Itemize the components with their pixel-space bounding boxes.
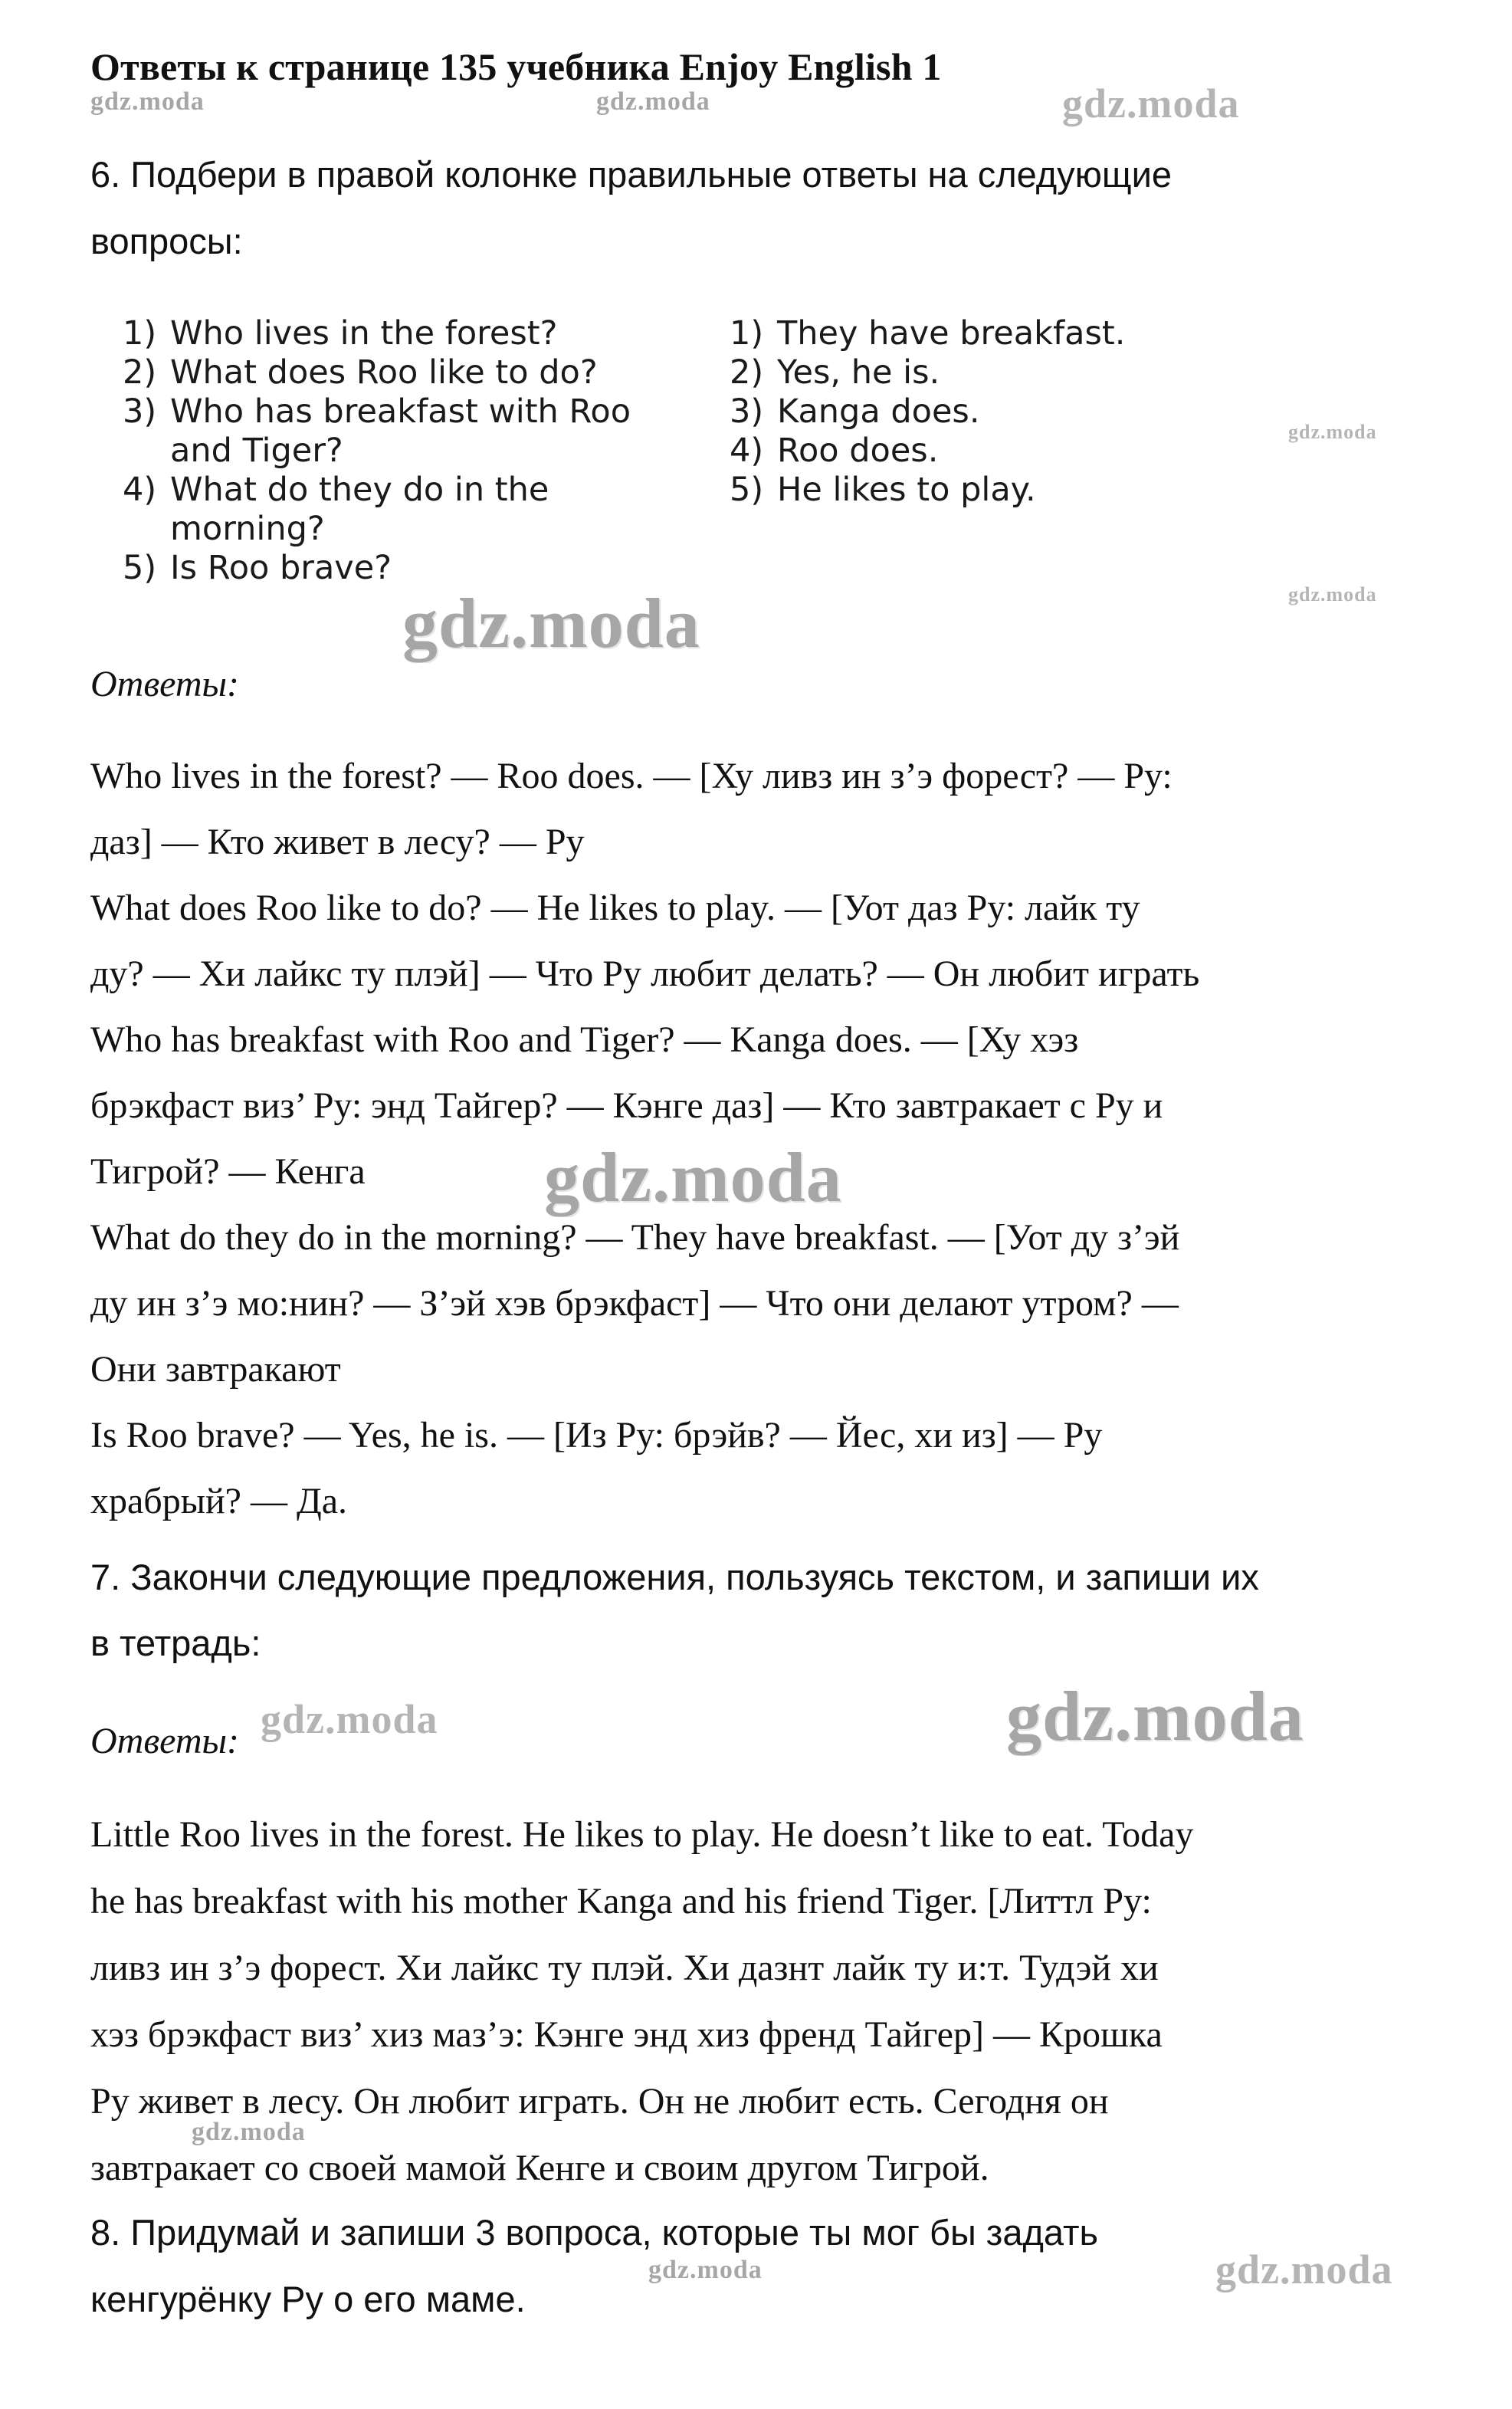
exercise-6-instruction-line-1: 6. Подбери в правой колонке правильные ответы на следующие (90, 154, 1172, 195)
question-item: 5) Is Roo brave? (123, 549, 392, 587)
answer-item: 2) Yes, he is. (730, 353, 940, 392)
question-item: 1) Who lives in the forest? (123, 314, 558, 353)
exercise-8-line-1: 8. Придумай и запиши 3 вопроса, которые ты мог бы задать (90, 2212, 1099, 2253)
watermark: gdz.moda (402, 584, 700, 662)
exercise-7-solution: Little Roo lives in the forest. He likes to play. He doesn’t like to eat. Today he has breakfast with his mother Kanga and his friend Tiger. [Литтл Ру: ливз ин з’э форест. Хи лайкс ту плэй. Хи дазнт лайк ту и:т. Тудэй хи хэз брэкфаст виз’ хиз маз’э: Кэнге энд хиз френд Тайгер] — Крошка Ру живет в лесу. Он любит играть. Он не любит есть. Сегодня он завтракает со своей мамой Кенге и своим другом Тигрой. (90, 1814, 1194, 2188)
watermark: gdz.moda (1215, 2247, 1393, 2292)
watermark: gdz.moda (1288, 421, 1377, 443)
watermark: gdz.moda (261, 1696, 438, 1742)
watermark: gdz.moda (596, 87, 710, 116)
watermark: gdz.moda (1006, 1677, 1304, 1755)
watermark: gdz.moda (1288, 583, 1377, 606)
answer-item: 1) They have breakfast. (730, 314, 1126, 353)
question-item: 2) What does Roo like to do? (123, 353, 598, 392)
watermark: gdz.moda (90, 87, 205, 116)
answer-item: 4) Roo does. (730, 432, 939, 470)
exercise-6-answers-label: Ответы: (90, 664, 239, 704)
question-item: 3) Who has breakfast with Roo (123, 392, 631, 431)
exercise-6-instruction-line-2: вопросы: (90, 221, 243, 261)
watermark: gdz.moda (1062, 80, 1240, 126)
question-item-continuation: and Tiger? (170, 432, 343, 470)
questions-column (123, 314, 674, 588)
exercise-8-line-2: кенгурёнку Ру о его маме. (90, 2279, 526, 2319)
exercise-7-answers-label: Ответы: (90, 1721, 239, 1761)
watermark: gdz.moda (648, 2256, 763, 2284)
page-title: Ответы к странице 135 учебника Enjoy English 1 (90, 45, 942, 88)
answer-item: 5) He likes to play. (730, 471, 1036, 509)
exercise-7-instruction-line-1: 7. Закончи следующие предложения, пользуясь текстом, и запиши их (90, 1557, 1259, 1597)
exercise-7-instruction-line-2: в тетрадь: (90, 1623, 261, 1663)
exercise-6-textbook-scan (123, 314, 1377, 613)
watermark: gdz.moda (544, 1138, 842, 1216)
answers-column (730, 314, 1312, 510)
answer-item: 3) Kanga does. (730, 392, 980, 431)
exercise-6-solution: Who lives in the forest? — Roo does. — [Ху ливз ин з’э форест? — Ру: даз] — Кто живет в лесу? — Ру What does Roo like to do? — He likes to play. — [Уот даз Ру: лайк ту ду? — Хи лайкс ту плэй] — Что Ру любит делать? — Он любит играть Who has breakfast with Roo and Tiger? — Kanga does. — [Ху хэз брэкфаст виз’ Ру: энд Тайгер? — Кэнге даз] — Кто завтракает с Ру и Тигрой? — Кенга What do they do in the morning? — They have breakfast. — [Уот ду з’эй ду ин з’э мо:нин? — З’эй хэв брэкфаст] — Что они делают утром? — Они завтракают Is Roo brave? — Yes, he is. — [Из Ру: брэйв? — Йес, хи из] — Ру храбрый? — Да. (90, 756, 1200, 1521)
watermark: gdz.moda (192, 2118, 306, 2146)
question-item-continuation: morning? (170, 510, 325, 548)
question-item: 4) What do they do in the (123, 471, 549, 509)
